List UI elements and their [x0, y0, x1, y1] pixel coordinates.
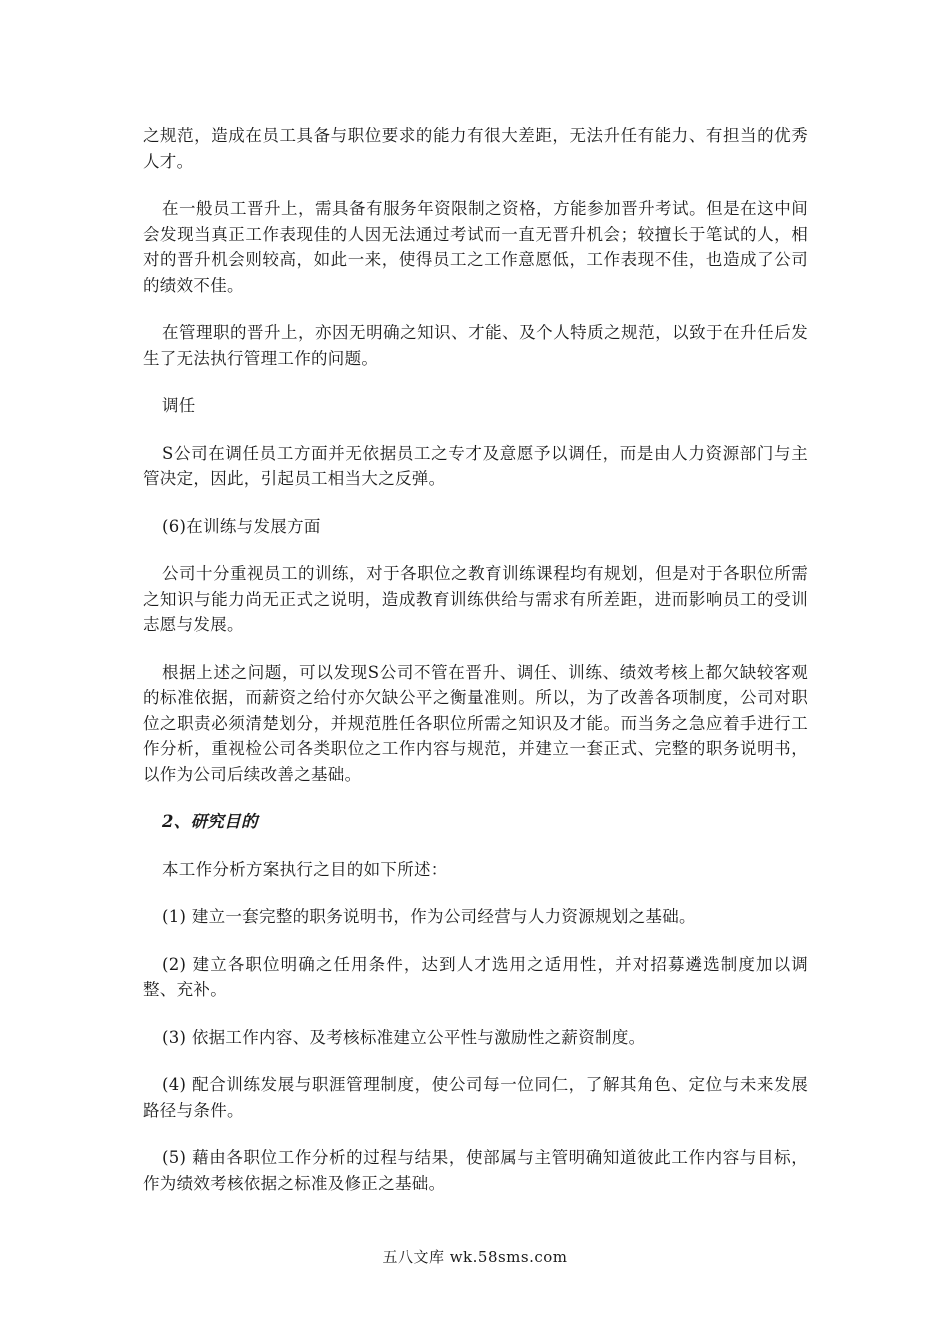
purpose-item-5: (5) 藉由各职位工作分析的过程与结果，使部属与主管明确知道彼此工作内容与目标，作为绩效考核依据之标准及修正之基础。 — [143, 1148, 808, 1193]
paragraph-management-promotion: 在管理职的晋升上，亦因无明确之知识、才能、及个人特质之规范，以致于在升任后发生了无法执行管理工作的问题。 — [143, 323, 808, 368]
section-transfer-title: 调任 — [162, 396, 196, 415]
paragraph-promotion-gap: 之规范，造成在员工具备与职位要求的能力有很大差距，无法升任有能力、有担当的优秀人才。 — [143, 126, 808, 171]
purpose-item-3: (3) 依据工作内容、及考核标准建立公平性与激励性之薪资制度。 — [162, 1027, 646, 1047]
purpose-item-4: (4) 配合训练发展与职涯管理制度，使公司每一位同仁，了解其角色、定位与未来发展路径与条件。 — [143, 1075, 808, 1120]
purpose-item-1: (1) 建立一套完整的职务说明书，作为公司经营与人力资源规划之基础。 — [162, 907, 696, 926]
paragraph-training: 公司十分重视员工的训练，对于各职位之教育训练课程均有规划，但是对于各职位所需之知识与能力尚无正式之说明，造成教育训练供给与需求有所差距，进而影响员工的受训志愿与发展。 — [143, 564, 808, 634]
paragraph-purpose-intro: 本工作分析方案执行之目的如下所述： — [162, 859, 448, 879]
page-footer: 五八文库 wk.58sms.com — [382, 1248, 568, 1266]
paragraph-general-promotion: 在一般员工晋升上，需具备有服务年资限制之资格，方能参加晋升考试。但是在这中间会发现当真正工作表现佳的人因无法通过考试而一直无晋升机会；较擅长于笔试的人，相对的晋升机会则较高，如此一来，使得员工之工作意愿低，工作表现不佳，也造成了公司的绩效不佳。 — [143, 199, 808, 295]
purpose-item-2: (2) 建立各职位明确之任用条件，达到人才选用之适用性，并对招募遴选制度加以调整、充补。 — [143, 954, 808, 999]
paragraph-transfer: S公司在调任员工方面并无依据员工之专才及意愿予以调任，而是由人力资源部门与主管决定，因此，引起员工相当大之反弹。 — [143, 443, 808, 488]
paragraph-summary: 根据上述之问题，可以发现S公司不管在晋升、调任、训练、绩效考核上都欠缺较客观的标准依据，而薪资之给付亦欠缺公平之衡量准则。所以，为了改善各项制度，公司对职位之职责必须清楚划分，并规范胜任各职位所需之知识及才能。而当务之急应着手进行工作分析，重视检公司各类职位之工作内容与规范，并建立一套正式、完整的职务说明书，以作为公司后续改善之基础。 — [143, 662, 808, 784]
heading-research-purpose: 2、研究目的 — [162, 812, 258, 831]
document-body — [143, 123, 808, 1218]
section-training-title: (6)在训练与发展方面 — [162, 516, 321, 536]
